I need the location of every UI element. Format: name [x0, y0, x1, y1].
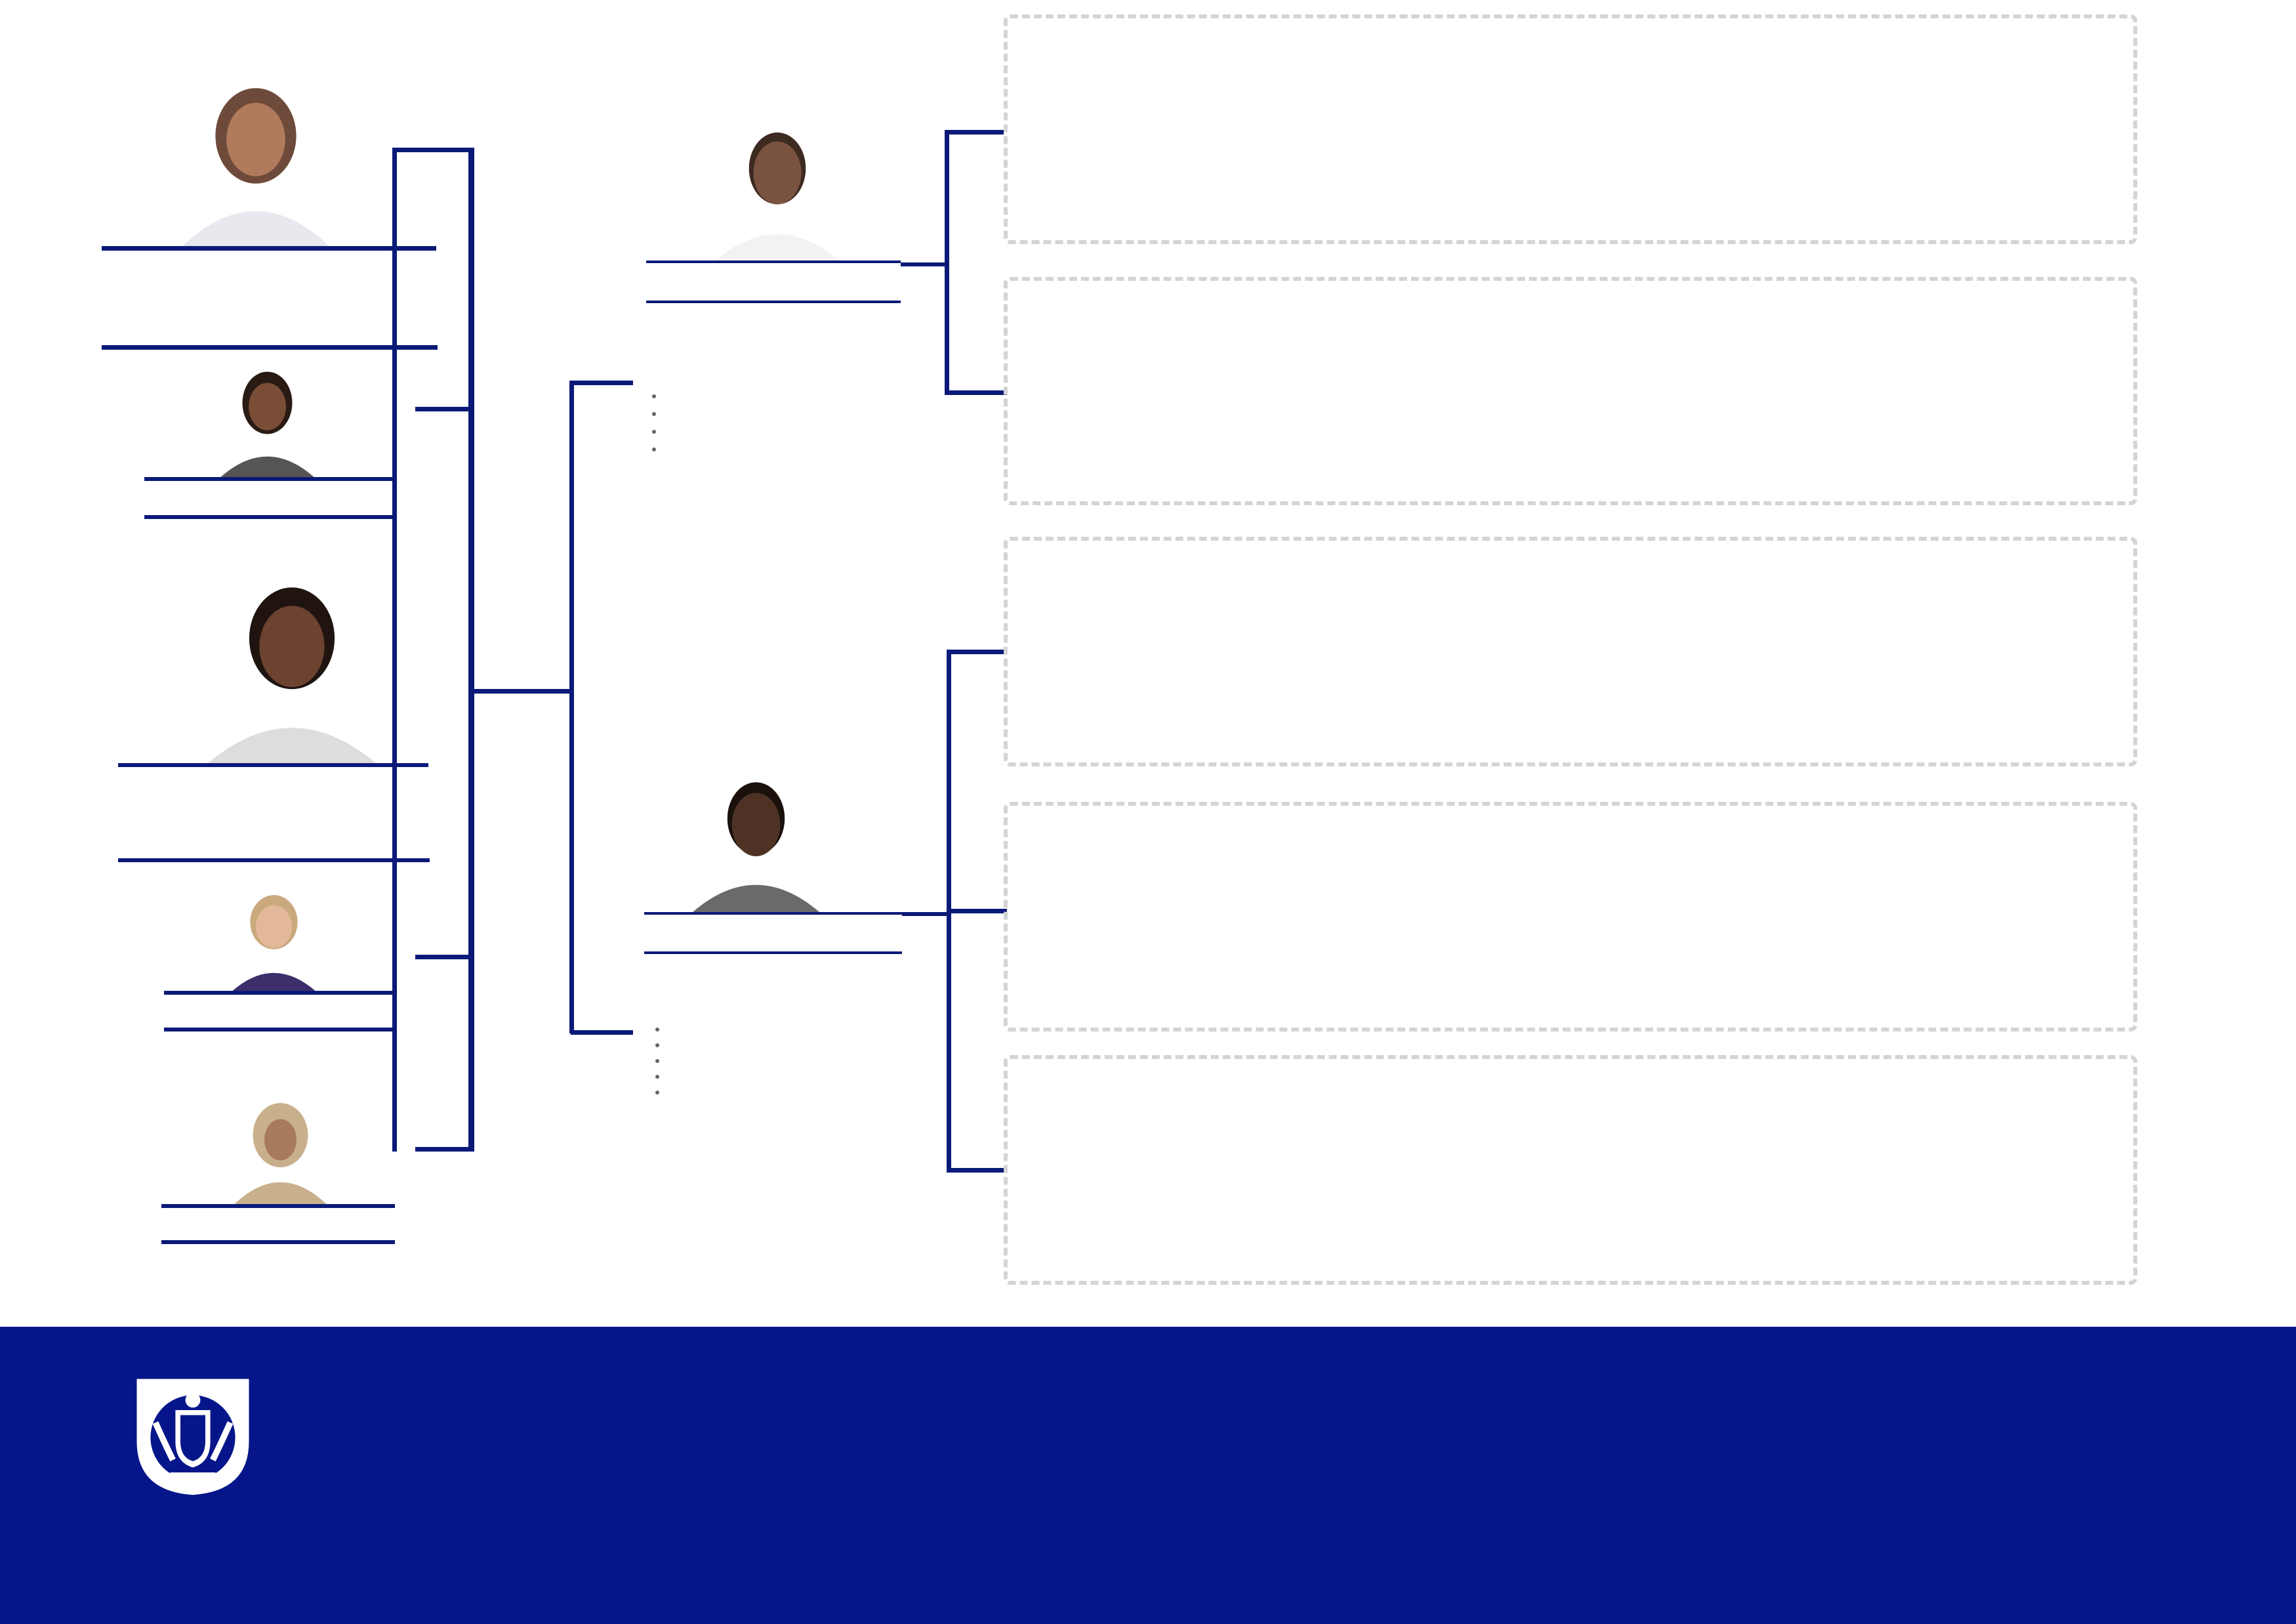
coat-of-arms-icon [130, 1373, 256, 1497]
ddg2-bullets [649, 1021, 668, 1100]
group-box-prov-gov-public-finance [1004, 1055, 2137, 1285]
ddg2-photo [646, 761, 866, 912]
hod-photo [157, 561, 426, 764]
ddg1-photo [695, 112, 859, 261]
group-box-public-policy [1004, 537, 2137, 766]
minister-photo [148, 62, 364, 246]
hom-photo [194, 353, 341, 478]
footer-banner [0, 1327, 2296, 1624]
oms-photo [223, 1089, 338, 1204]
cfo-photo [210, 879, 338, 992]
group-box-financial-governance [1004, 277, 2137, 505]
group-box-asset-management [1004, 14, 2137, 244]
group-box-local-gov-public-finance [1004, 802, 2137, 1031]
ddg1-bullets [646, 387, 665, 458]
person-icon [148, 62, 364, 246]
